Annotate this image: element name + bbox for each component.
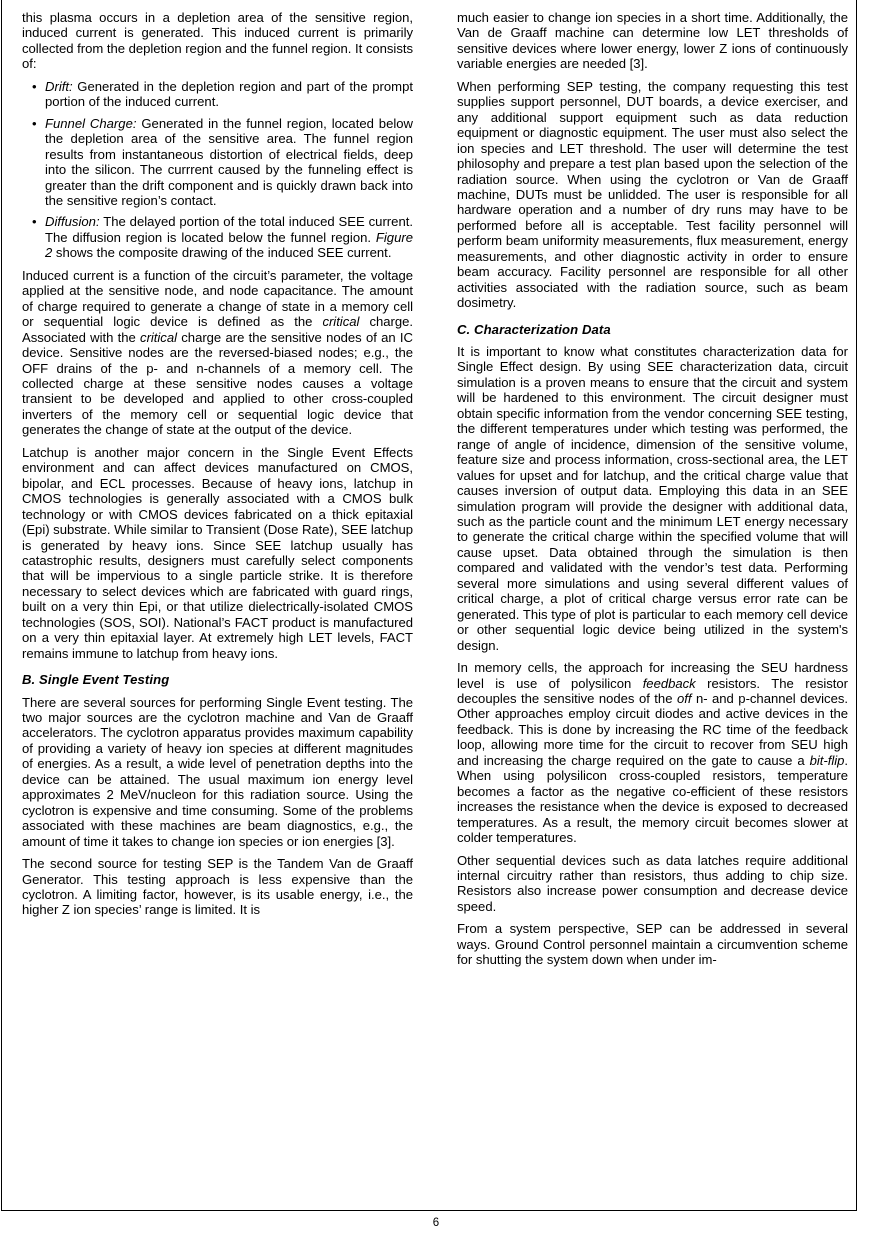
list-item-drift-term: Drift: xyxy=(45,78,73,94)
list-item-diffusion-text-b: shows the composite drawing of the induced SEE current. xyxy=(52,245,392,261)
critical-charge-term-1: critical xyxy=(322,314,360,330)
paragraph-other-sequential-devices: Other sequential devices such as data latches require additional internal circuitry rather than resistors, thus adding to chip size. Resistors also increase power consumption and decrease device speed. xyxy=(457,852,848,914)
paragraph-memory-part-a: In memory cells, the approach for increasing the SEU hardness level is use of polysilicon xyxy=(457,660,848,691)
paragraph-memory-cell-hardness xyxy=(457,660,848,845)
paragraph-induced-current-part-b: charge. Associated with the xyxy=(22,314,414,345)
see-current-components-list xyxy=(22,79,413,261)
list-item-diffusion-text-a: The delayed portion of the total induced SEE current. The diffusion region is located below the funnel region. xyxy=(45,214,413,245)
paragraph-sep-testing-procedure: When performing SEP testing, the company requesting this test supplies support personnel, DUT boards, a device exerciser, and any additional support equipment such as data reduction equipment or diagnostic equipment. The user must also select the ion species and LET threshold. The user will determine the test philosophy and prepare a test plan based upon the selection of the radiation source. When using the cyclotron or Van de Graaff machine, DUTs must be unlidded. The user is responsible for all hardware operation and a number of dry runs may have to be performed before all is acceptable. Test facility personnel will perform beam uniformity measurements, flux measurement, energy measurements, and other diagnostic activity in order to ensure beam accuracy. Facility personnel are responsible for all other activities associated with the radiation source, such as beam dosimetry. xyxy=(457,78,848,311)
paragraph-induced-current-part-a: Induced current is a function of the circuit’s parameter, the voltage applied at the sensitive node, and node capacitance. The amount of charge required to generate a change of state in a memory cell or sequential logic device is defined as the xyxy=(22,267,413,330)
paragraph-memory-part-c: n- and p-channel devices. Other approaches employ circuit diodes and active devices in the feedback. This is done by increasing the RC time of the feedback loop, allowing more time for the circuit to recover from SEU high and increasing the charge required on the gate to cause a xyxy=(457,690,848,768)
paragraph-memory-part-b: resistors. The resistor decouples the sensitive nodes of the xyxy=(457,675,849,706)
paragraph-induced-current xyxy=(22,268,413,438)
off-term: off xyxy=(676,690,692,706)
paragraph-plasma-continuation: this plasma occurs in a depletion area of the sensitive region, induced current is generated. This induced current is primarily collected from the depletion region and the funnel region. It consists of: xyxy=(22,10,413,72)
list-item-diffusion-term: Diffusion: xyxy=(45,214,100,230)
list-item-funnel-charge xyxy=(22,116,413,209)
figure-2-reference: Figure 2 xyxy=(45,229,413,261)
paragraph-memory-part-d: . When using polysilicon cross-coupled resistors, temperature becomes a factor as the negative co-efficient of these resistors increases the resistance when the device is exposed to decreased temperatures. As a result, the memory circuit becomes slower at colder temperatures. xyxy=(457,752,848,846)
feedback-term: feedback xyxy=(642,675,696,691)
heading-c-characterization-data: C. Characterization Data xyxy=(457,321,611,337)
critical-charge-term-2: critical xyxy=(140,329,177,345)
heading-b-single-event-testing: B. Single Event Testing xyxy=(22,672,170,688)
list-item-funnel-charge-term: Funnel Charge: xyxy=(45,115,137,131)
list-item-drift xyxy=(22,79,413,110)
list-item-funnel-charge-text: Generated in the funnel region, located below the depletion area of the sensitive area. The funnel region results from instantaneous distortion of electrical fields, deep into the silicon. The currrent caused by the funneling effect is greater than the drift component and is quickly drawn back into the sensitive region’s contact. xyxy=(45,115,413,208)
left-text-column xyxy=(22,10,413,925)
list-item-diffusion xyxy=(22,214,413,260)
paragraph-tandem-van-de-graaff: The second source for testing SEP is the Tandem Van de Graaff Generator. This testing approach is less expensive than the cyclotron. A limiting factor, however, is its usable energy, i.e., the higher Z ion species’ range is limited. It is xyxy=(22,856,413,918)
paragraph-characterization-data: It is important to know what constitutes characterization data for Single Effect design. By using SEE characterization data, circuit simulation is a proven means to ensure that the circuit and system will be hardened to this environment. The circuit designer must obtain specific information from the vendor concerning SEE testing, the different temperatures under which testing was performed, the range of angle of incidence, dimension of the sensitive volume, feature size and process information, cross-sectional area, the LET values for upset and for latchup, and the critical charge value that causes inversion of output data. Employing this data in an SEE simulation program will provide the designer with additional data, such as the particle count and the minimum LET energy necessary to generate the critical charge within the specified volume that will cause upset. Data obtained through the simulation is then compared and validated with the vendor’s test data. Performing several more simulations and using several different values of critical charge, a plot of critical charge versus error rate can be generated. This type of plot is particular to each memory cell device or other sequential logic device being utilized in the system's design. xyxy=(457,344,848,653)
bullet-point-icon: • xyxy=(32,78,37,94)
paragraph-van-de-graaff-continuation: much easier to change ion species in a short time. Additionally, the Van de Graaff machine can determine low LET thresholds of sensitive devices where lower energy, lower Z ions of continuously variable energies are needed [3]. xyxy=(457,10,848,72)
page-number: 6 xyxy=(432,1217,440,1229)
paragraph-testing-sources: There are several sources for performing Single Event testing. The two major sources are the cyclotron machine and Van de Graaff accelerators. The cyclotron apparatus provides maximum capability of providing a variety of heavy ion species at different magnitudes of energies. As a result, a wide level of penetration depths into the device can be attained. The usual maximum ion energy level approximates 2 MeV/nucleon for this radiation source. Using the cyclotron is expensive and time consuming. Some of the problems associated with these machines are beam diagnostics, e.g., the amount of time it takes to change ion species or ion energies [3]. xyxy=(22,694,413,849)
paragraph-induced-current-part-c: charge are the sensitive nodes of an IC device. Sensitive nodes are the reversed-biased nodes; e.g., the OFF drains of the p- and n-channels of a memory cell. The collected charge at these sensitive nodes causes a voltage transient to be developed and applied to other cross-coupled inverters of the memory cell or sequential logic device that generates the change of state at the output of the device. xyxy=(22,329,413,438)
list-item-drift-text: Generated in the depletion region and part of the prompt portion of the induced current. xyxy=(45,78,413,110)
bullet-point-icon: • xyxy=(32,115,37,131)
right-text-column xyxy=(457,10,848,975)
bullet-point-icon: • xyxy=(32,214,37,230)
paragraph-latchup: Latchup is another major concern in the Single Event Effects environment and can affect devices manufactured on CMOS, bipolar, and ECL processes. Because of heavy ions, latchup in CMOS technologies is generally associated with a CMOS bulk technology or with CMOS devices fabricated on a thick epitaxial (Epi) substrate. While similar to Transient (Dose Rate), SEE latchup is generated by heavy ions. Since SEE latchup usually has catastrophic results, designers must carefully select components that will be impervious to a single particle strike. It is therefore necessary to select devices which are fabricated with guard rings, built on a very thin Epi, or that utilize dielectrically-isolated CMOS technologies (SOS, SOI). National’s FACT product is manufactured on a very thin epitaxial layer. At extremely high LET levels, FACT remains immune to latchup from heavy ions. xyxy=(22,444,413,661)
paragraph-system-perspective: From a system perspective, SEP can be addressed in several ways. Ground Control personnel maintain a circumvention scheme for shutting the system down when under im- xyxy=(457,921,848,968)
bit-flip-term: bit-flip xyxy=(809,752,845,768)
